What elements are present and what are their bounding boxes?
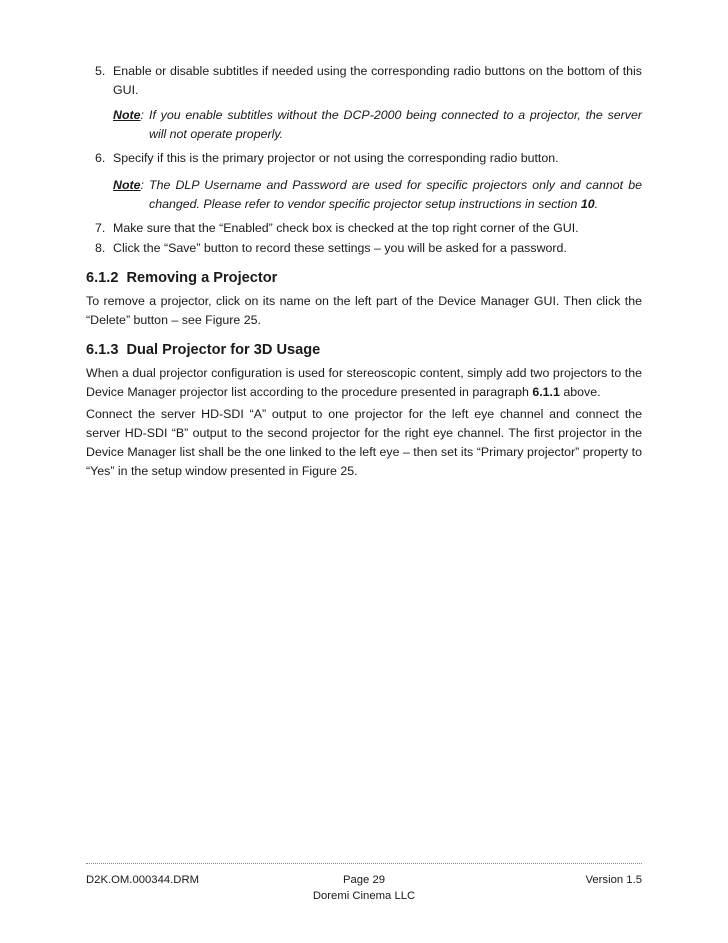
- section-heading-613: [86, 340, 642, 360]
- note-dlp: [113, 176, 642, 214]
- section-title: Dual Projector for 3D Usage: [126, 342, 321, 358]
- step-text: Make sure that the “Enabled” check box is checked at the top right corner of the GUI.: [113, 221, 579, 235]
- note-text: The DLP Username and Password are used for specific projectors only and cannot be changed. Please refer to vendor specific projector setup instructions in section: [149, 178, 642, 211]
- list-item-step-5: [86, 62, 642, 100]
- list-item-step-8: [86, 239, 642, 258]
- document-id: D2K.OM.000344.DRM: [86, 874, 200, 886]
- section-reference: 10: [580, 197, 595, 211]
- footer-divider: [86, 863, 642, 864]
- step-number: 6.: [95, 151, 106, 165]
- step-text: Enable or disable subtitles if needed using the corresponding radio buttons on the bottom of this GUI.: [113, 64, 642, 97]
- step-number: 8.: [95, 241, 106, 255]
- section-number: 6.1.3: [86, 342, 119, 358]
- section-title: Removing a Projector: [126, 270, 278, 286]
- page-info: [86, 872, 642, 904]
- version-label: Version 1.5: [585, 874, 642, 886]
- section-613-para-2: Connect the server HD-SDI “A” output to one projector for the left eye channel and connect the server HD-SDI “B” output to the second projector for the right eye channel. The first projector in the Device Manager list shall be the one linked to the left eye – then set its “Primary projector” property to “Yes” in the setup window presented in Figure 25.: [86, 407, 642, 478]
- note-end: .: [594, 197, 599, 211]
- company-name: Doremi Cinema LLC: [312, 890, 416, 902]
- note-subtitles: [113, 106, 642, 144]
- page-number: Page 29: [342, 874, 386, 886]
- para-text: When a dual projector configuration is used for stereoscopic content, simply add two projectors to the Device Manager projector list according to the procedure presented in paragraph: [86, 366, 642, 399]
- section-613-para-1: [86, 364, 642, 402]
- list-item-step-7: [86, 219, 642, 238]
- step-text: Specify if this is the primary projector or not using the corresponding radio button.: [113, 151, 559, 165]
- step-text: Click the “Save” button to record these settings – you will be asked for a password.: [113, 241, 567, 255]
- note-label: Note:: [113, 108, 144, 122]
- list-item-step-6: [86, 149, 642, 168]
- paragraph-reference: 6.1.1: [532, 385, 560, 399]
- note-text: If you enable subtitles without the DCP-2000 being connected to a projector, the server will not operate properly.: [149, 108, 642, 141]
- note-label: Note:: [113, 178, 144, 192]
- para-end: above.: [559, 385, 601, 399]
- section-heading-612: [86, 268, 642, 288]
- section-number: 6.1.2: [86, 270, 119, 286]
- step-number: 5.: [95, 64, 106, 78]
- section-612-body: To remove a projector, click on its name on the left part of the Device Manager GUI. Then click the “Delete” button – see Figure 25.: [86, 294, 642, 327]
- page-body: [86, 62, 642, 481]
- step-number: 7.: [95, 221, 106, 235]
